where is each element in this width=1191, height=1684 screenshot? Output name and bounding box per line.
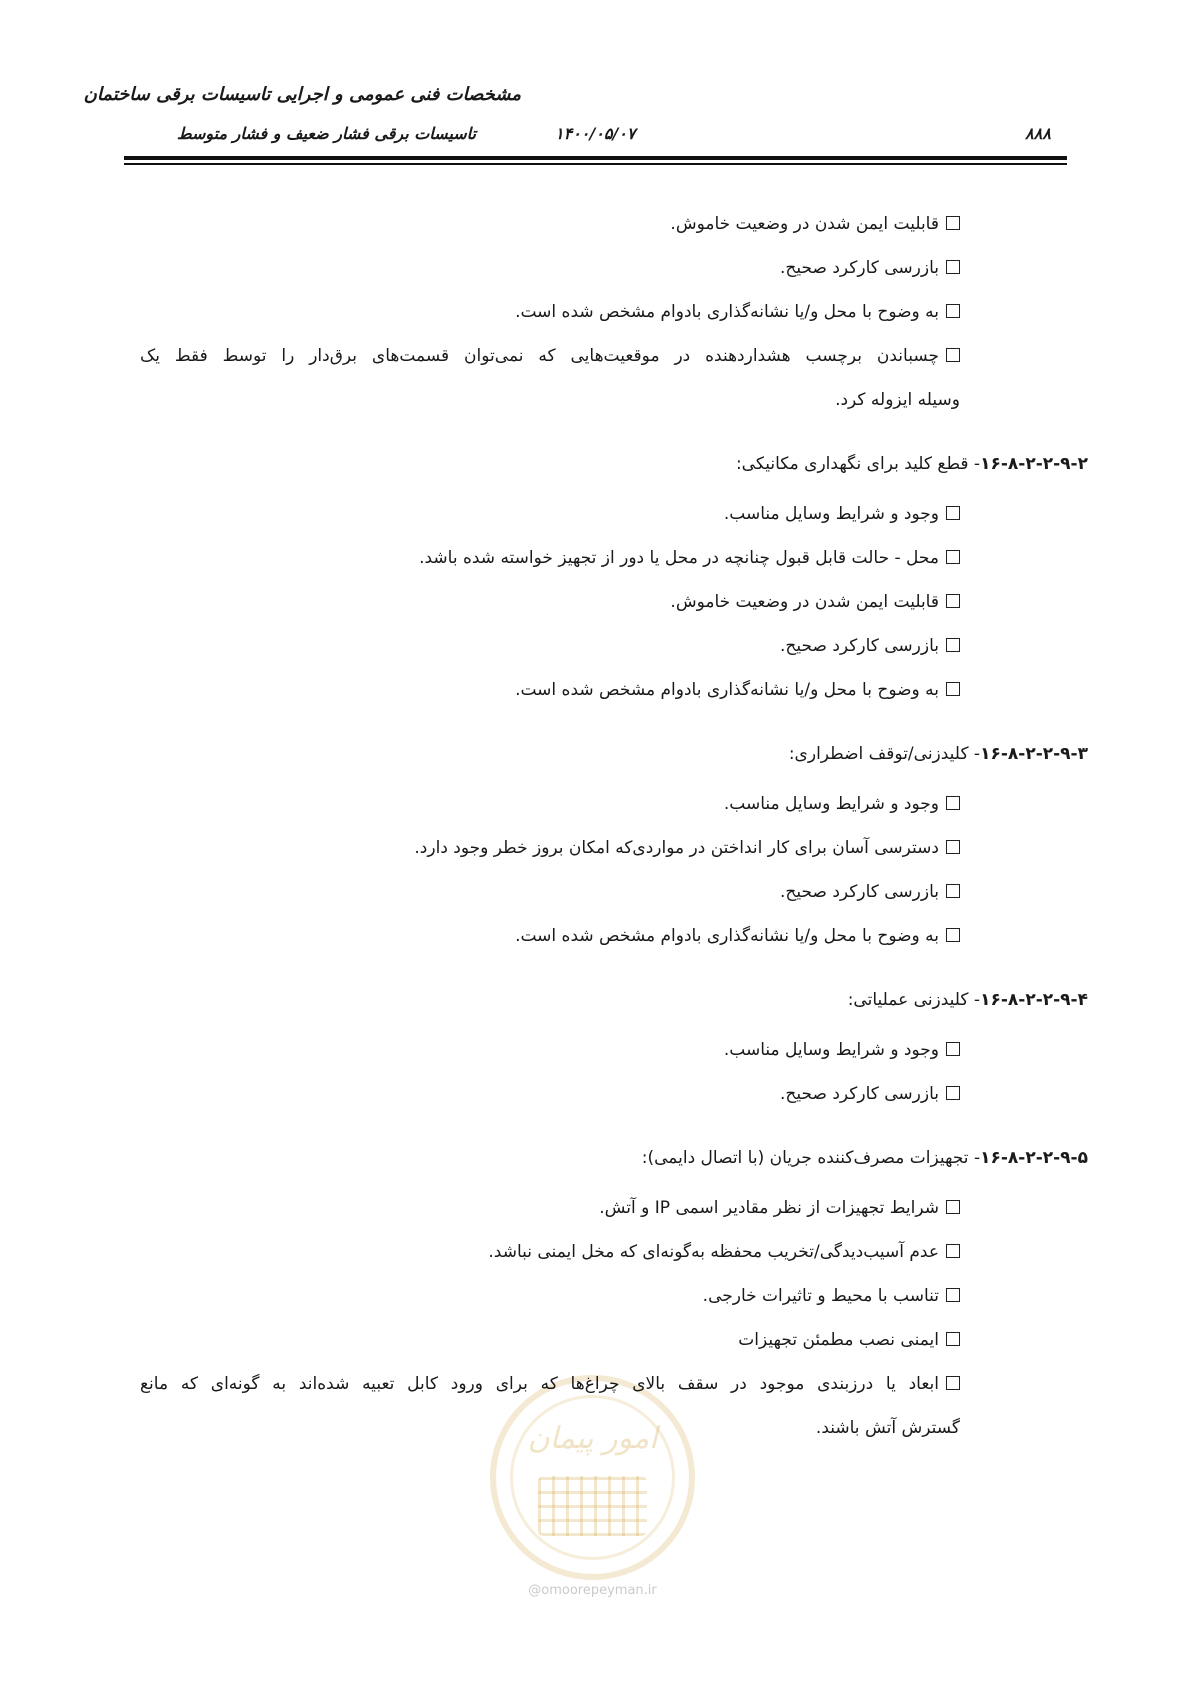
checkbox-icon xyxy=(946,550,960,564)
checkbox-icon xyxy=(946,1288,960,1302)
checklist-item: وجود و شرایط وسایل مناسب. xyxy=(724,504,960,524)
checklist-item: ابعاد یا درزبندی موجود در سقف بالای چراغ‌ها که برای ورود کابل تعبیه شده‌اند به گونه‌ای که مانع xyxy=(140,1374,960,1394)
checkbox-icon xyxy=(946,594,960,608)
checklist-item: به وضوح با محل و/یا نشانه‌گذاری بادوام مشخص شده است. xyxy=(515,926,960,946)
checkbox-icon xyxy=(946,682,960,696)
checkbox-icon xyxy=(946,1042,960,1056)
section-number: ۱۶-۸-۲-۲-۹-۳ xyxy=(980,744,1088,764)
checklist-item: عدم آسیب‌دیدگی/تخریب محفظه به‌گونه‌ای که مخل ایمنی نباشد. xyxy=(488,1242,960,1262)
header-rule-thin xyxy=(124,163,1067,165)
section-heading xyxy=(736,454,1088,474)
checklist-item: دسترسی آسان برای کار انداختن در مواردی‌که امکان بروز خطر وجود دارد. xyxy=(414,838,960,858)
section-number: ۱۶-۸-۲-۲-۹-۵ xyxy=(980,1148,1088,1168)
section-heading xyxy=(642,1148,1088,1168)
section-number: ۱۶-۸-۲-۲-۹-۲ xyxy=(980,454,1088,474)
checklist-item: به وضوح با محل و/یا نشانه‌گذاری بادوام مشخص شده است. xyxy=(515,302,960,322)
checklist-item: شرایط تجهیزات از نظر مقادیر اسمی IP و آتش. xyxy=(599,1198,960,1218)
header-subtitle: تاسیسات برقی فشار ضعیف و فشار متوسط xyxy=(176,124,476,143)
section-title: - قطع کلید برای نگهداری مکانیکی: xyxy=(735,454,981,474)
checkbox-icon xyxy=(946,1244,960,1258)
checkbox-icon xyxy=(946,304,960,318)
watermark-logo xyxy=(490,1375,695,1580)
header-rule-thick xyxy=(124,156,1067,160)
section-title: - کلیدزنی/توقف اضطراری: xyxy=(788,744,981,764)
page-number: ۸۸۸ xyxy=(1025,124,1051,143)
section-number: ۱۶-۸-۲-۲-۹-۴ xyxy=(980,990,1088,1010)
section-title: - کلیدزنی عملیاتی: xyxy=(847,990,981,1010)
checkbox-icon xyxy=(946,506,960,520)
section-title: - تجهیزات مصرف‌کننده جریان (با اتصال دایمی): xyxy=(641,1148,981,1168)
checklist-item: بازرسی کارکرد صحیح. xyxy=(780,258,960,278)
checkbox-icon xyxy=(946,348,960,362)
checklist-item: بازرسی کارکرد صحیح. xyxy=(780,636,960,656)
checkbox-icon xyxy=(946,796,960,810)
checkbox-icon xyxy=(946,260,960,274)
checklist-item: وجود و شرایط وسایل مناسب. xyxy=(724,794,960,814)
checklist-item: قابلیت ایمن شدن در وضعیت خاموش. xyxy=(670,592,960,612)
checklist-item: وجود و شرایط وسایل مناسب. xyxy=(724,1040,960,1060)
header-title: مشخصات فنی عمومی و اجرایی تاسیسات برقی ساختمان xyxy=(83,84,521,105)
page-header xyxy=(0,0,1191,170)
checkbox-icon xyxy=(946,1086,960,1100)
checklist-item: بازرسی کارکرد صحیح. xyxy=(780,1084,960,1104)
checklist-item: ایمنی نصب مطمئن تجهیزات xyxy=(738,1330,960,1350)
watermark-gear-icon xyxy=(538,1476,647,1536)
checklist-item: بازرسی کارکرد صحیح. xyxy=(780,882,960,902)
section-heading xyxy=(848,990,1088,1010)
checkbox-icon xyxy=(946,638,960,652)
watermark-caption: @omoorepeyman.ir xyxy=(528,1583,657,1598)
section-heading xyxy=(789,744,1088,764)
checkbox-icon xyxy=(946,1200,960,1214)
checkbox-icon xyxy=(946,216,960,230)
checklist-item: محل - حالت قابل قبول چنانچه در محل یا دور از تجهیز خواسته شده باشد. xyxy=(419,548,960,568)
checkbox-icon xyxy=(946,1332,960,1346)
checklist-item: به وضوح با محل و/یا نشانه‌گذاری بادوام مشخص شده است. xyxy=(515,680,960,700)
checkbox-icon xyxy=(946,928,960,942)
checklist-item: قابلیت ایمن شدن در وضعیت خاموش. xyxy=(670,214,960,234)
checkbox-icon xyxy=(946,884,960,898)
watermark-logo-text: امور پیمان xyxy=(527,1421,658,1456)
checklist-item-continuation: وسیله ایزوله کرد. xyxy=(835,390,960,410)
checklist-item-continuation: گسترش آتش باشند. xyxy=(815,1418,960,1438)
checkbox-icon xyxy=(946,1376,960,1390)
checklist-item: چسباندن برچسب هشداردهنده در موقعیت‌هایی که نمی‌توان قسمت‌های برق‌دار را توسط فقط یک xyxy=(140,346,960,366)
header-date: ۱۴۰۰/۰۵/۰۷ xyxy=(555,124,636,143)
checklist-item: تناسب با محیط و تاثیرات خارجی. xyxy=(703,1286,960,1306)
checkbox-icon xyxy=(946,840,960,854)
